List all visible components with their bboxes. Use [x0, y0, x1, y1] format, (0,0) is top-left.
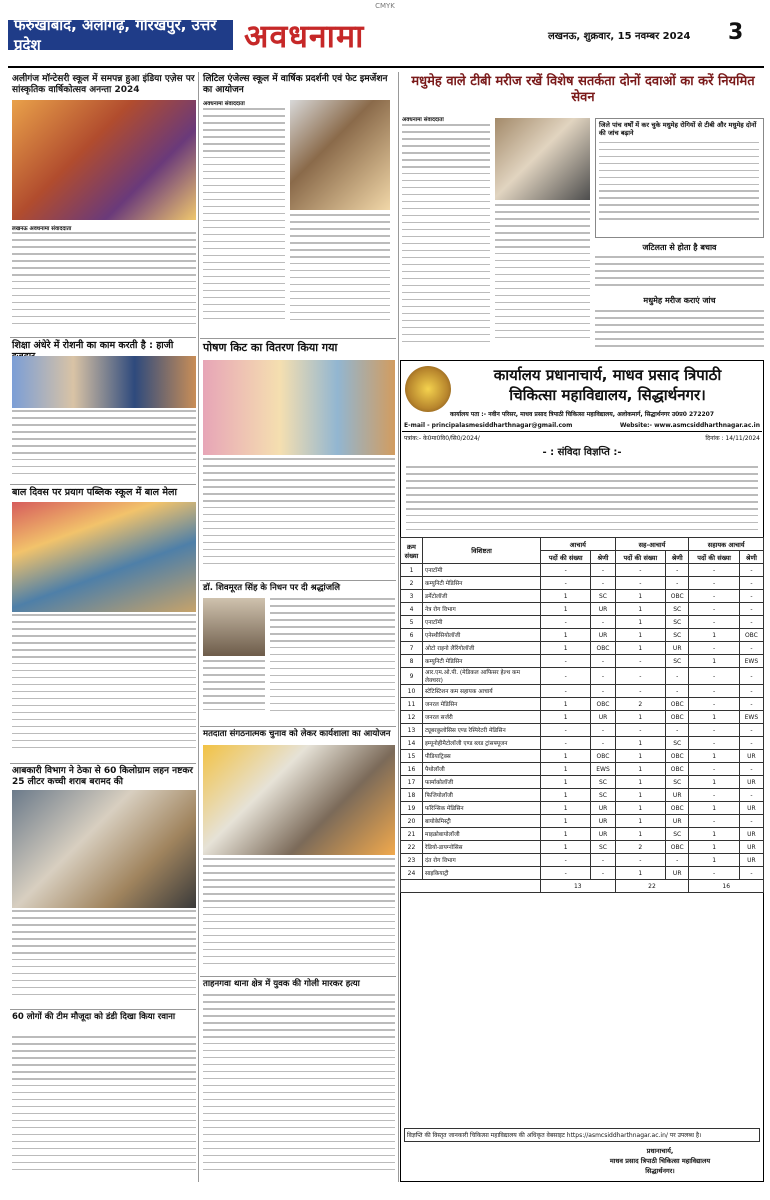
- table-row: [401, 629, 764, 642]
- cell-s: -: [689, 737, 739, 750]
- table-row: [401, 724, 764, 737]
- cell-sc: -: [739, 642, 763, 655]
- cell-dept: दंत रोग विभाग: [423, 854, 541, 867]
- cell-s: -: [689, 685, 739, 698]
- cell-ac: OBC: [666, 590, 689, 603]
- table-row: [401, 711, 764, 724]
- cell-ac: SC: [666, 737, 689, 750]
- cell-dept: ट्यूबरकुलोसिस एण्ड रेस्पिरेटरी मेडिसिन: [423, 724, 541, 737]
- table-row: [401, 867, 764, 880]
- cell-s: -: [689, 789, 739, 802]
- article-9-photo: [203, 745, 395, 855]
- cell-ac: SC: [666, 603, 689, 616]
- cell-sc: UR: [739, 854, 763, 867]
- article-7-body: [270, 598, 395, 722]
- notice-heading: - : संविदा विज्ञप्ति :-: [542, 447, 622, 458]
- cell-ac: OBC: [666, 763, 689, 776]
- cell-dept: फॉरेन्सिक मेडिसिन: [423, 802, 541, 815]
- cell-sc: UR: [739, 750, 763, 763]
- cell-sc: UR: [739, 802, 763, 815]
- cell-pc: UR: [591, 711, 615, 724]
- article-11-body: [203, 994, 395, 1182]
- cell-s: -: [689, 724, 739, 737]
- cell-s: 1: [689, 629, 739, 642]
- article-8-body: [12, 910, 196, 1006]
- cell-dept: कम्युनिटी मेडिसिन: [423, 577, 541, 590]
- article-3-subhead-2: मधुमेह मरीज कराएं जांच: [643, 296, 716, 305]
- cell-pc: -: [591, 867, 615, 880]
- table-row: [401, 737, 764, 750]
- cell-s: -: [689, 815, 739, 828]
- cell-a: -: [615, 854, 665, 867]
- cell-p: 1: [541, 642, 591, 655]
- cell-pc: -: [591, 577, 615, 590]
- table-row: [401, 590, 764, 603]
- cell-ac: -: [666, 577, 689, 590]
- cell-s: -: [689, 642, 739, 655]
- cell-s: -: [689, 616, 739, 629]
- cell-a: 1: [615, 776, 665, 789]
- cell-dept: पीडियाट्रिक्स: [423, 750, 541, 763]
- table-row: [401, 564, 764, 577]
- col-cat: श्रेणी: [591, 551, 615, 564]
- cell-a: -: [615, 577, 665, 590]
- article-1-photo: [12, 100, 196, 220]
- cell-p: 1: [541, 841, 591, 854]
- cell-ac: SC: [666, 776, 689, 789]
- col-sn: क्रम संख्या: [401, 538, 423, 564]
- cell-sc: OBC: [739, 629, 763, 642]
- cell-pc: OBC: [591, 750, 615, 763]
- total-label: [401, 880, 541, 893]
- cell-p: -: [541, 668, 591, 685]
- cell-s: 1: [689, 828, 739, 841]
- cell-ac: -: [666, 685, 689, 698]
- column-divider: [198, 72, 199, 1182]
- cell-a: 1: [615, 828, 665, 841]
- notice-sign-2: माधव प्रसाद त्रिपाठी चिकित्सा महाविद्यालय: [609, 1157, 711, 1165]
- cell-a: 1: [615, 750, 665, 763]
- article-2-body-col2: [290, 214, 390, 334]
- table-row: [401, 789, 764, 802]
- cell-s: 1: [689, 776, 739, 789]
- cell-dept: एनाटॉमी: [423, 564, 541, 577]
- cell-ac: -: [666, 854, 689, 867]
- article-1-byline: लखनऊ अवधनामा संवाददाता: [12, 226, 72, 232]
- cell-dept: जनरल सर्जरी: [423, 711, 541, 724]
- cell-p: -: [541, 564, 591, 577]
- cell-a: 1: [615, 763, 665, 776]
- article-4-photo: [12, 356, 196, 408]
- table-row: [401, 603, 764, 616]
- cell-s: 1: [689, 750, 739, 763]
- table-row: [401, 616, 764, 629]
- cell-ac: UR: [666, 867, 689, 880]
- cell-p: -: [541, 854, 591, 867]
- cell-sc: -: [739, 698, 763, 711]
- table-row: [401, 642, 764, 655]
- article-6-title: बाल दिवस पर प्रयाग पब्लिक स्कूल में बाल मेला: [12, 487, 177, 498]
- table-row: [401, 763, 764, 776]
- article-3-sidebar: [595, 118, 764, 238]
- cell-a: 1: [615, 616, 665, 629]
- cell-p: 1: [541, 711, 591, 724]
- cell-sn: 17: [401, 776, 423, 789]
- cell-pc: -: [591, 685, 615, 698]
- notice-website: Website:- www.asmcsiddharthnagar.ac.in: [619, 422, 760, 429]
- table-row: [401, 685, 764, 698]
- cell-dept: एनेस्थीसियोलॉजी: [423, 629, 541, 642]
- cell-sc: -: [739, 668, 763, 685]
- article-1-title: अलीगंज मॉन्टेसरी स्कूल में समपन्न हुआ इंडिया एज़ेस पर सांस्कृतिक वार्षिकोत्सव अनन्ता 2024: [12, 74, 195, 95]
- cell-pc: SC: [591, 590, 615, 603]
- cell-sn: 3: [401, 590, 423, 603]
- article-5-title: पोषण किट का वितरण किया गया: [203, 341, 338, 354]
- cell-p: -: [541, 724, 591, 737]
- cell-sn: 12: [401, 711, 423, 724]
- cell-s: -: [689, 577, 739, 590]
- cell-p: 1: [541, 629, 591, 642]
- cell-sc: -: [739, 737, 763, 750]
- col-posts: पदों की संख्या: [615, 551, 665, 564]
- cell-sc: EWS: [739, 711, 763, 724]
- cell-pc: -: [591, 655, 615, 668]
- cell-s: 1: [689, 711, 739, 724]
- cell-p: 1: [541, 590, 591, 603]
- article-4-title: शिक्षा अंधेरे में रोशनी का काम करती है : हाजी: [12, 340, 174, 351]
- cell-sc: -: [739, 616, 763, 629]
- cell-pc: -: [591, 616, 615, 629]
- cell-dept: ओटो राइनो लैरिंगोलॉजी: [423, 642, 541, 655]
- cell-sc: EWS: [739, 655, 763, 668]
- dateline: लखनऊ, शुक्रवार, 15 नवम्बर 2024: [548, 31, 691, 42]
- article-9-title: मतदाता संगठनात्मक चुनाव को लेकर कार्यशाला का आयोजन: [203, 729, 391, 739]
- cell-s: -: [689, 698, 739, 711]
- notice-email: E-mail - principalasmesiddharthnagar@gmail.com: [404, 422, 573, 429]
- cell-s: -: [689, 668, 739, 685]
- cell-sn: 13: [401, 724, 423, 737]
- notice-sign-1: प्रधानाचार्य,: [646, 1147, 674, 1155]
- cell-ac: SC: [666, 616, 689, 629]
- article-7-photo: [203, 598, 265, 656]
- notice-address: कार्यालय पता :- नवीन परिसर, माधव प्रसाद त्रिपाठी चिकित्सा महाविद्यालय, अलोकमार्ग, सिद्धार्थनगर उ0प्र0 272207: [449, 411, 715, 418]
- notice-ref: पत्रांक:- के0मा0वि0/सि0/2024/: [404, 435, 480, 442]
- table-row: [401, 668, 764, 685]
- cell-sn: 8: [401, 655, 423, 668]
- table-row: [401, 655, 764, 668]
- col-cat: श्रेणी: [666, 551, 689, 564]
- cell-a: 2: [615, 698, 665, 711]
- cell-p: 1: [541, 763, 591, 776]
- cell-ac: UR: [666, 789, 689, 802]
- cell-pc: -: [591, 564, 615, 577]
- article-3-body-col1: [402, 124, 490, 354]
- total-asst: 16: [689, 880, 764, 893]
- cell-ac: OBC: [666, 750, 689, 763]
- column-divider: [398, 72, 399, 1182]
- cell-dept: कम्युनिटी मेडिसिन: [423, 655, 541, 668]
- cell-pc: EWS: [591, 763, 615, 776]
- cell-a: 1: [615, 711, 665, 724]
- cell-pc: UR: [591, 629, 615, 642]
- cell-dept: एनाटॉमी: [423, 616, 541, 629]
- cell-a: 1: [615, 789, 665, 802]
- cell-s: 1: [689, 655, 739, 668]
- cell-sc: -: [739, 724, 763, 737]
- cell-a: 1: [615, 590, 665, 603]
- article-7-title: डॉ. शिवमूरत सिंह के निधन पर दी श्रद्धांजलि: [203, 583, 340, 593]
- city-bar: फर्रुखाबाद, अलीगढ़, गोरखपुर, उत्तर प्रदेश: [8, 20, 233, 50]
- article-5-photo: [203, 360, 395, 455]
- cmyk-label: CMYK: [375, 2, 395, 10]
- cell-ac: SC: [666, 629, 689, 642]
- masthead: [8, 12, 764, 68]
- cell-dept: साइकियाट्री: [423, 867, 541, 880]
- cell-sn: 16: [401, 763, 423, 776]
- cell-dept: डर्मेटोलॉजी: [423, 590, 541, 603]
- cell-dept: जनरल मेडिसिन: [423, 698, 541, 711]
- cell-a: 1: [615, 737, 665, 750]
- cell-sn: 19: [401, 802, 423, 815]
- article-2-byline: अवधनामा संवाददाता: [203, 101, 245, 107]
- cell-s: -: [689, 590, 739, 603]
- cell-dept: स्टेटिस्टिशन कम सहायक आचार्य: [423, 685, 541, 698]
- cell-sn: 9: [401, 668, 423, 685]
- cell-s: -: [689, 763, 739, 776]
- cell-ac: SC: [666, 828, 689, 841]
- cell-dept: इम्यूनोहीमैटोलॉजी एण्ड ब्लड ट्रांसफ्यूजन: [423, 737, 541, 750]
- cell-a: 1: [615, 642, 665, 655]
- cell-ac: OBC: [666, 711, 689, 724]
- cell-sn: 2: [401, 577, 423, 590]
- posts-table: [400, 537, 764, 1102]
- cell-a: -: [615, 655, 665, 668]
- cell-sc: -: [739, 867, 763, 880]
- cell-dept: माइक्रोबायोलॉजी: [423, 828, 541, 841]
- article-3-title: मधुमेह वाले टीबी मरीज रखें विशेष सतर्कता दोनों दवाओं का करें नियमित सेवन: [411, 74, 755, 105]
- col-cat: श्रेणी: [739, 551, 763, 564]
- cell-sc: -: [739, 564, 763, 577]
- article-6-body: [12, 614, 196, 760]
- total-prof: 13: [541, 880, 616, 893]
- article-10-title: 60 लोगों की टीम मौजूदा को डंडी दिखा किया रवाना: [12, 1012, 176, 1022]
- cell-p: 1: [541, 698, 591, 711]
- cell-dept: बायोकेमिस्ट्री: [423, 815, 541, 828]
- cell-sn: 4: [401, 603, 423, 616]
- cell-a: 1: [615, 629, 665, 642]
- cell-pc: OBC: [591, 642, 615, 655]
- article-2-body-col1: [203, 108, 285, 333]
- cell-p: 1: [541, 603, 591, 616]
- cell-sn: 22: [401, 841, 423, 854]
- cell-sc: -: [739, 590, 763, 603]
- notice-sign-3: सिद्धार्थनगर।: [645, 1167, 675, 1175]
- article-10-body: [12, 1036, 196, 1182]
- notice-footer-note: विज्ञप्ति की विस्तृत जानकारी चिकित्सा महाविद्यालय की अधिकृत वेबसाइट https://asmcsiddharthnagar.ac.in/ पर उपलब्ध है।: [404, 1128, 760, 1142]
- cell-pc: SC: [591, 841, 615, 854]
- cell-pc: UR: [591, 815, 615, 828]
- cell-p: -: [541, 616, 591, 629]
- cell-p: -: [541, 577, 591, 590]
- cell-pc: -: [591, 854, 615, 867]
- article-8-photo: [12, 790, 196, 908]
- article-5-body: [203, 458, 395, 576]
- notice-office: कार्यालय प्रधानाचार्य, माधव प्रसाद त्रिपाठी: [493, 366, 722, 384]
- table-row: [401, 776, 764, 789]
- cell-s: 1: [689, 854, 739, 867]
- cell-sn: 1: [401, 564, 423, 577]
- cell-sc: -: [739, 763, 763, 776]
- cell-p: -: [541, 685, 591, 698]
- cell-pc: UR: [591, 603, 615, 616]
- article-3-body-col2: [495, 204, 590, 354]
- notice-body: [406, 466, 758, 534]
- article-11-title: ताहनगवा थाना क्षेत्र में युवक की गोली मारकर हत्या: [203, 979, 360, 989]
- article-8-title: आबकारी विभाग ने ठेका से 60 किलोग्राम लहन नष्टकर 25 लीटर कच्ची शराब बरामद की: [12, 766, 193, 787]
- cell-a: 1: [615, 867, 665, 880]
- cell-p: -: [541, 867, 591, 880]
- cell-a: -: [615, 564, 665, 577]
- cell-pc: -: [591, 724, 615, 737]
- cell-p: 1: [541, 776, 591, 789]
- cell-a: 1: [615, 815, 665, 828]
- article-2-photo: [290, 100, 390, 210]
- cell-p: -: [541, 737, 591, 750]
- page-number: 3: [728, 20, 744, 45]
- cell-a: 2: [615, 841, 665, 854]
- table-row: [401, 802, 764, 815]
- cell-pc: SC: [591, 776, 615, 789]
- cell-sn: 14: [401, 737, 423, 750]
- col-prof: आचार्य: [541, 538, 616, 551]
- cell-sc: UR: [739, 776, 763, 789]
- cell-pc: UR: [591, 802, 615, 815]
- cell-ac: -: [666, 564, 689, 577]
- cell-p: 1: [541, 802, 591, 815]
- cell-pc: SC: [591, 789, 615, 802]
- cell-sn: 7: [401, 642, 423, 655]
- cell-pc: -: [591, 737, 615, 750]
- article-1-body: [12, 232, 196, 332]
- cell-ac: -: [666, 724, 689, 737]
- cell-sc: -: [739, 685, 763, 698]
- cell-s: -: [689, 603, 739, 616]
- cell-sc: -: [739, 815, 763, 828]
- notice-date: दिनांक : 14/11/2024: [705, 435, 760, 442]
- cell-sn: 5: [401, 616, 423, 629]
- total-assoc: 22: [615, 880, 689, 893]
- cell-dept: रेडियो-डायग्नोसिस: [423, 841, 541, 854]
- table-row: [401, 698, 764, 711]
- cell-p: 1: [541, 789, 591, 802]
- col-asst: सहायक आचार्य: [689, 538, 764, 551]
- article-3-subhead-1: जटिलता से होता है बचाव: [642, 243, 717, 252]
- cell-sn: 15: [401, 750, 423, 763]
- article-3-byline: अवधनामा संवाददाता: [402, 117, 444, 123]
- cell-sn: 24: [401, 867, 423, 880]
- cell-ac: OBC: [666, 802, 689, 815]
- table-row: [401, 750, 764, 763]
- cell-ac: OBC: [666, 698, 689, 711]
- table-row: [401, 577, 764, 590]
- cell-sn: 11: [401, 698, 423, 711]
- cell-sc: UR: [739, 828, 763, 841]
- table-row: [401, 854, 764, 867]
- cell-sn: 21: [401, 828, 423, 841]
- cell-sn: 6: [401, 629, 423, 642]
- cell-sc: -: [739, 577, 763, 590]
- cell-pc: OBC: [591, 698, 615, 711]
- cell-dept: नेत्र रोग विभाग: [423, 603, 541, 616]
- cell-a: -: [615, 685, 665, 698]
- college-emblem-icon: [405, 366, 451, 412]
- cell-ac: UR: [666, 815, 689, 828]
- cell-pc: -: [591, 668, 615, 685]
- cell-sc: -: [739, 789, 763, 802]
- cell-ac: SC: [666, 655, 689, 668]
- article-3-photo: [495, 118, 590, 200]
- brand-logo: अवधनामा: [244, 17, 365, 55]
- cell-a: 1: [615, 802, 665, 815]
- cell-pc: UR: [591, 828, 615, 841]
- cell-sn: 23: [401, 854, 423, 867]
- cell-sc: UR: [739, 841, 763, 854]
- cell-sn: 10: [401, 685, 423, 698]
- cell-p: -: [541, 655, 591, 668]
- cell-sn: 20: [401, 815, 423, 828]
- col-posts: पदों की संख्या: [541, 551, 591, 564]
- notice-college: चिकित्सा महाविद्यालय, सिद्धार्थनगर।: [509, 386, 706, 404]
- cell-sc: -: [739, 603, 763, 616]
- cell-p: 1: [541, 750, 591, 763]
- article-2-title: लिटिल एंजेल्स स्कूल में वार्षिक प्रदर्शनी एवं फेट इमर्जेशन का आयोजन: [203, 74, 388, 95]
- cell-a: 1: [615, 603, 665, 616]
- cell-p: 1: [541, 828, 591, 841]
- cell-ac: OBC: [666, 841, 689, 854]
- cell-sn: 18: [401, 789, 423, 802]
- cell-dept: पैथोलॉजी: [423, 763, 541, 776]
- cell-ac: -: [666, 668, 689, 685]
- cell-s: 1: [689, 841, 739, 854]
- col-posts: पदों की संख्या: [689, 551, 739, 564]
- article-4-body: [12, 410, 196, 480]
- cell-s: -: [689, 867, 739, 880]
- article-3-box-title: जिले पांच वर्षों में कर चुके मधुमेह रोगियों से टीबी और मधुमेह दोनों की जांच बढ़ाने: [599, 121, 757, 137]
- cell-ac: UR: [666, 642, 689, 655]
- cell-a: -: [615, 668, 665, 685]
- cell-dept: फार्माकोलॉजी: [423, 776, 541, 789]
- cell-p: 1: [541, 815, 591, 828]
- table-row: [401, 828, 764, 841]
- col-assoc: सह-आचार्य: [615, 538, 689, 551]
- cell-s: -: [689, 564, 739, 577]
- cell-dept: फिजियोलॉजी: [423, 789, 541, 802]
- table-row: [401, 841, 764, 854]
- article-9-body: [203, 858, 395, 973]
- col-dept: विशिष्टता: [423, 538, 541, 564]
- table-row: [401, 815, 764, 828]
- cell-a: -: [615, 724, 665, 737]
- article-6-photo: [12, 502, 196, 612]
- cell-dept: आर.एम.ओ.पी. (मेडिकल आफिसर हेल्थ कम लेक्चरर): [423, 668, 541, 685]
- cell-s: 1: [689, 802, 739, 815]
